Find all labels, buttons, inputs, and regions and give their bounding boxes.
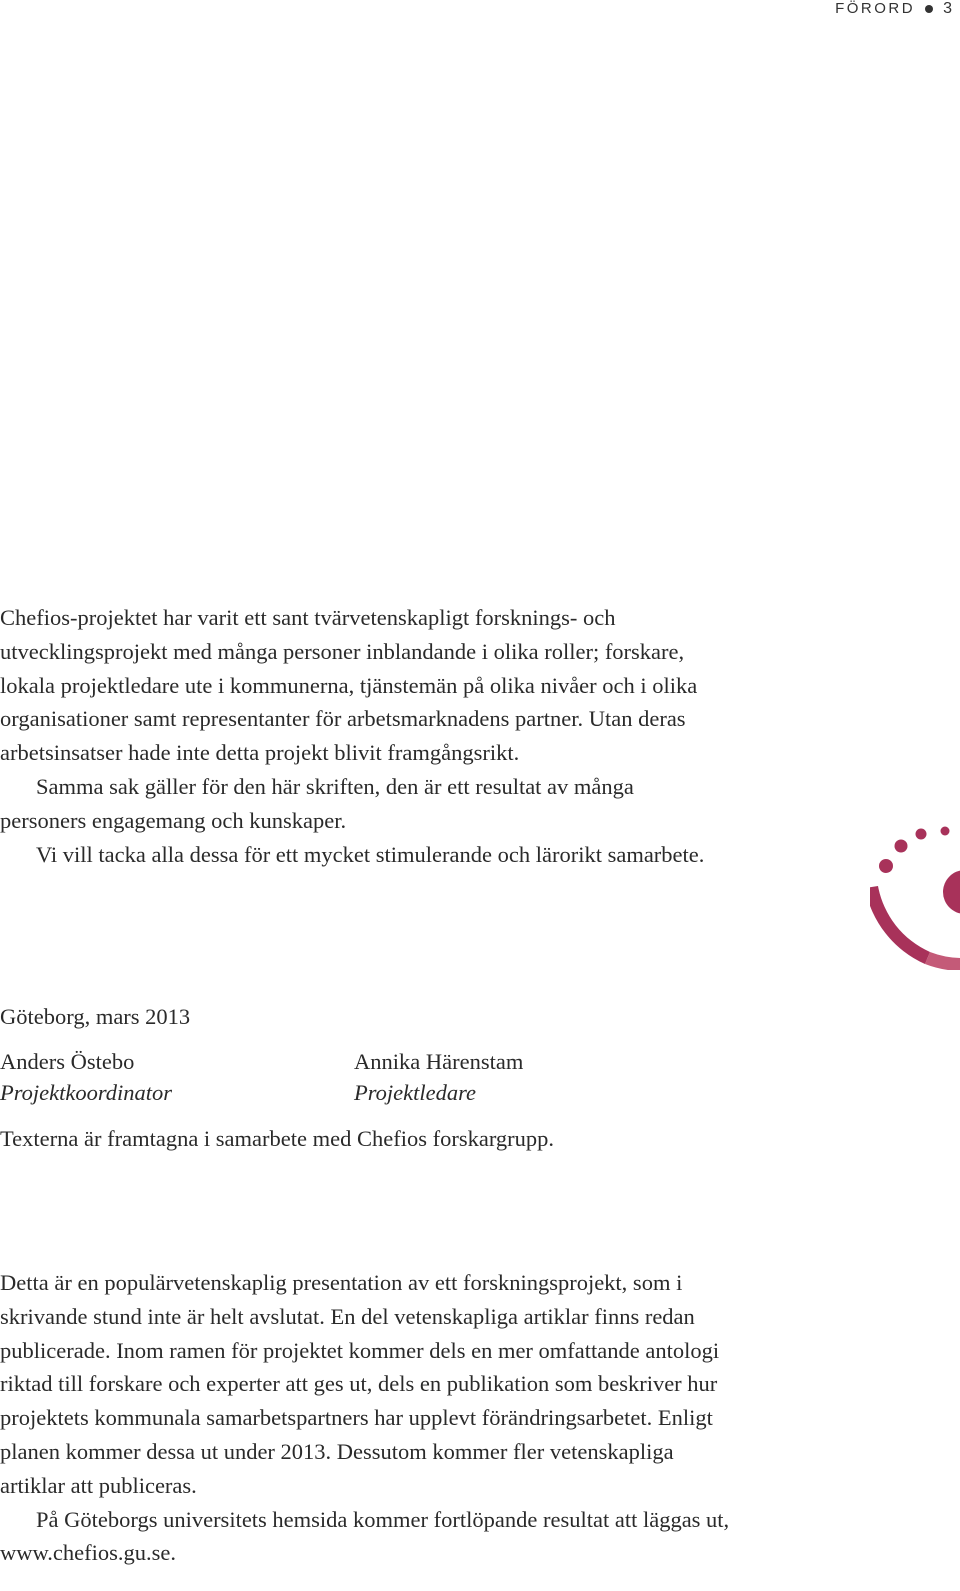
intro-paragraph-2: Samma sak gäller för den här skriften, den är ett resultat av många personers engagemang och kunskaper. (0, 773, 634, 833)
intro-paragraph-3: Vi vill tacka alla dessa för ett mycket stimulerande och lärorikt samarbete. (36, 841, 705, 867)
chefios-logo-graphic (870, 820, 960, 970)
logo-dot-1 (941, 827, 950, 836)
signer-name: Annika Härenstam (354, 1048, 524, 1074)
intro-paragraph-1: Chefios-projektet har varit ett sant tvärvetenskapligt forsknings- och utvecklingsprojekt med många personer inblandande i olika roller; forskare, lokala projektledare ute i kommunerna, tjänstemän på olika nivåer och i olika organisationer samt representanter för arbetsmarknadens partner. Utan deras arbetsinsatser hade inte detta projekt blivit framgångsrikt. (0, 605, 698, 766)
signer-name: Anders Östebo (0, 1048, 135, 1074)
signer-role: Projektledare (354, 1079, 477, 1105)
signers-row (0, 1046, 720, 1108)
signature-section (0, 1000, 720, 1156)
section-title: FÖRORD (835, 0, 916, 17)
credits-line: Texterna är framtagna i samarbete med Chefios forskargrupp. (0, 1125, 555, 1151)
disclaimer-section (0, 1266, 740, 1570)
logo-arc-light (925, 952, 960, 970)
logo-dot-2 (916, 829, 927, 840)
signer-2 (354, 1046, 708, 1108)
page-header (835, 0, 952, 18)
acknowledgement-section (0, 601, 720, 871)
signer-role: Projektkoordinator (0, 1079, 173, 1105)
logo-large-dot (943, 870, 960, 914)
disclaimer-paragraph-2: På Göteborgs universitets hemsida kommer fortlöpande resultat att läggas ut, www.chefios.gu.se. (0, 1506, 730, 1566)
logo-dot-4 (879, 859, 893, 873)
separator-dot (925, 5, 933, 13)
signer-1 (0, 1046, 354, 1108)
place-date: Göteborg, mars 2013 (0, 1004, 191, 1029)
logo-arc-dark (870, 886, 930, 964)
page-number: 3 (943, 0, 952, 17)
logo-dot-3 (895, 840, 908, 853)
disclaimer-paragraph-1: Detta är en populärvetenskaplig presentation av ett forskningsprojekt, som i skrivande stund inte är helt avslutat. En del vetenskapliga artiklar finns redan publicerade. Inom ramen för projektet kommer dels en mer omfattande antologi riktad till forskare och experter att ges ut, dels en publikation som beskriver hur projektets kommunala samarbetspartners har upplevt förändringsarbetet. Enligt planen kommer dessa ut under 2013. Dessutom kommer fler vetenskapliga artiklar att publiceras. (0, 1270, 720, 1498)
